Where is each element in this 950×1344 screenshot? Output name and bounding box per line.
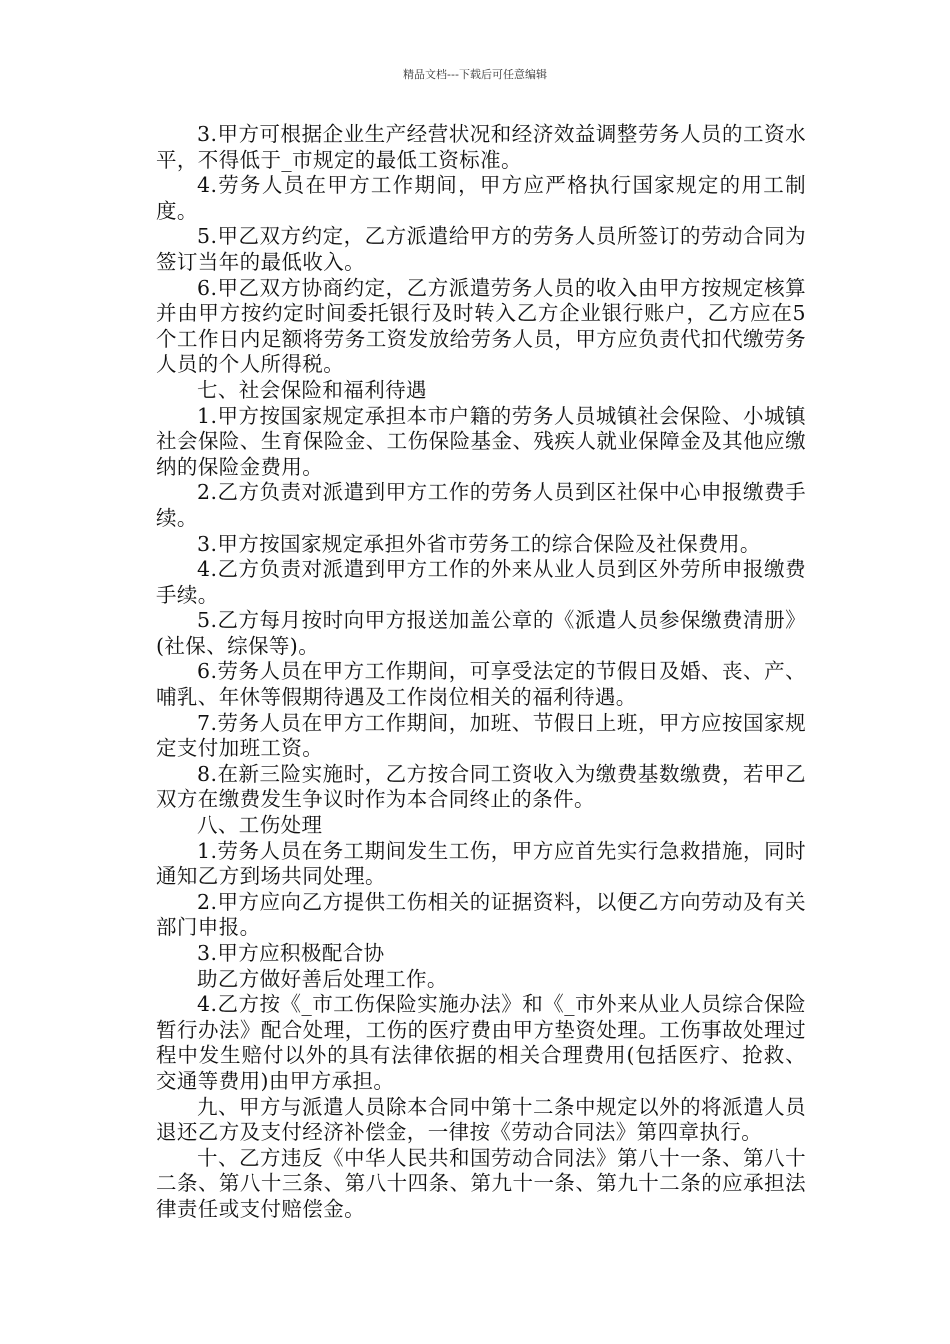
paragraph: 5.甲乙双方约定，乙方派遣给甲方的劳务人员所签订的劳动合同为签订当年的最低收入。 <box>156 224 806 274</box>
paragraph: 3.甲方应积极配合协 <box>197 941 385 965</box>
paragraph: 8.在新三险实施时，乙方按合同工资收入为缴费基数缴费，若甲乙双方在缴费发生争议时作为本合同终止的条件。 <box>156 761 806 812</box>
paragraph: 3.甲方按国家规定承担外省市劳务工的综合保险及社保费用。 <box>197 531 761 556</box>
paragraph: 4.乙方按《_市工伤保险实施办法》和《_市外来从业人员综合保险暂行办法》配合处理，工伤的医疗费由甲方垫资处理。工伤事故处理过程中发生赔付以外的具有法律依据的相关合理费用(包括医疗、抢救、交通等费用)由甲方承担。 <box>156 992 806 1093</box>
section-paragraph: 十、乙方违反《中华人民共和国劳动合同法》第八十一条、第八十二条、第八十三条、第八十四条、第九十一条、第九十二条的应承担法律责任或支付赔偿金。 <box>156 1145 806 1221</box>
paragraph: 1.甲方按国家规定承担本市户籍的劳务人员城镇社会保险、小城镇社会保险、生育保险金、工伤保险基金、残疾人就业保障金及其他应缴纳的保险金费用。 <box>156 403 806 479</box>
paragraph: 4.劳务人员在甲方工作期间，甲方应严格执行国家规定的用工制度。 <box>156 173 806 223</box>
section-paragraph: 九、甲方与派遣人员除本合同中第十二条中规定以外的将派遣人员退还乙方及支付经济补偿金，一律按《劳动合同法》第四章执行。 <box>156 1094 806 1145</box>
paragraph: 6.劳务人员在甲方工作期间，可享受法定的节假日及婚、丧、产、哺乳、年休等假期待遇及工作岗位相关的福利待遇。 <box>156 659 806 710</box>
page-header: 精品文档---下载后可任意编辑 <box>403 68 547 81</box>
paragraph: 3.甲方可根据企业生产经营状况和经济效益调整劳务人员的工资水平，不得低于_市规定的最低工资标准。 <box>156 122 806 172</box>
paragraph: 5.乙方每月按时向甲方报送加盖公章的《派遣人员参保缴费清册》(社保、综保等)。 <box>156 608 806 658</box>
section-heading: 八、工伤处理 <box>197 813 323 838</box>
paragraph: 2.甲方应向乙方提供工伤相关的证据资料，以便乙方向劳动及有关部门申报。 <box>156 889 806 940</box>
paragraph: 6.甲乙双方协商约定，乙方派遣劳务人员的收入由甲方按规定核算并由甲方按约定时间委托银行及时转入乙方企业银行账户，乙方应在5个工作日内足额将劳务工资发放给劳务人员，甲方应负责代扣代缴劳务人员的个人所得税。 <box>156 275 806 377</box>
paragraph: 2.乙方负责对派遣到甲方工作的劳务人员到区社保中心申报缴费手续。 <box>156 480 806 530</box>
paragraph: 7.劳务人员在甲方工作期间，加班、节假日上班，甲方应按国家规定支付加班工资。 <box>156 710 806 761</box>
document-body <box>156 122 806 1223</box>
paragraph: 1.劳务人员在务工期间发生工伤，甲方应首先实行急救措施，同时通知乙方到场共同处理。 <box>156 838 806 889</box>
section-heading: 七、社会保险和福利待遇 <box>197 377 427 402</box>
paragraph: 4.乙方负责对派遣到甲方工作的外来从业人员到区外劳所申报缴费手续。 <box>156 557 806 607</box>
paragraph: 助乙方做好善后处理工作。 <box>197 966 448 991</box>
